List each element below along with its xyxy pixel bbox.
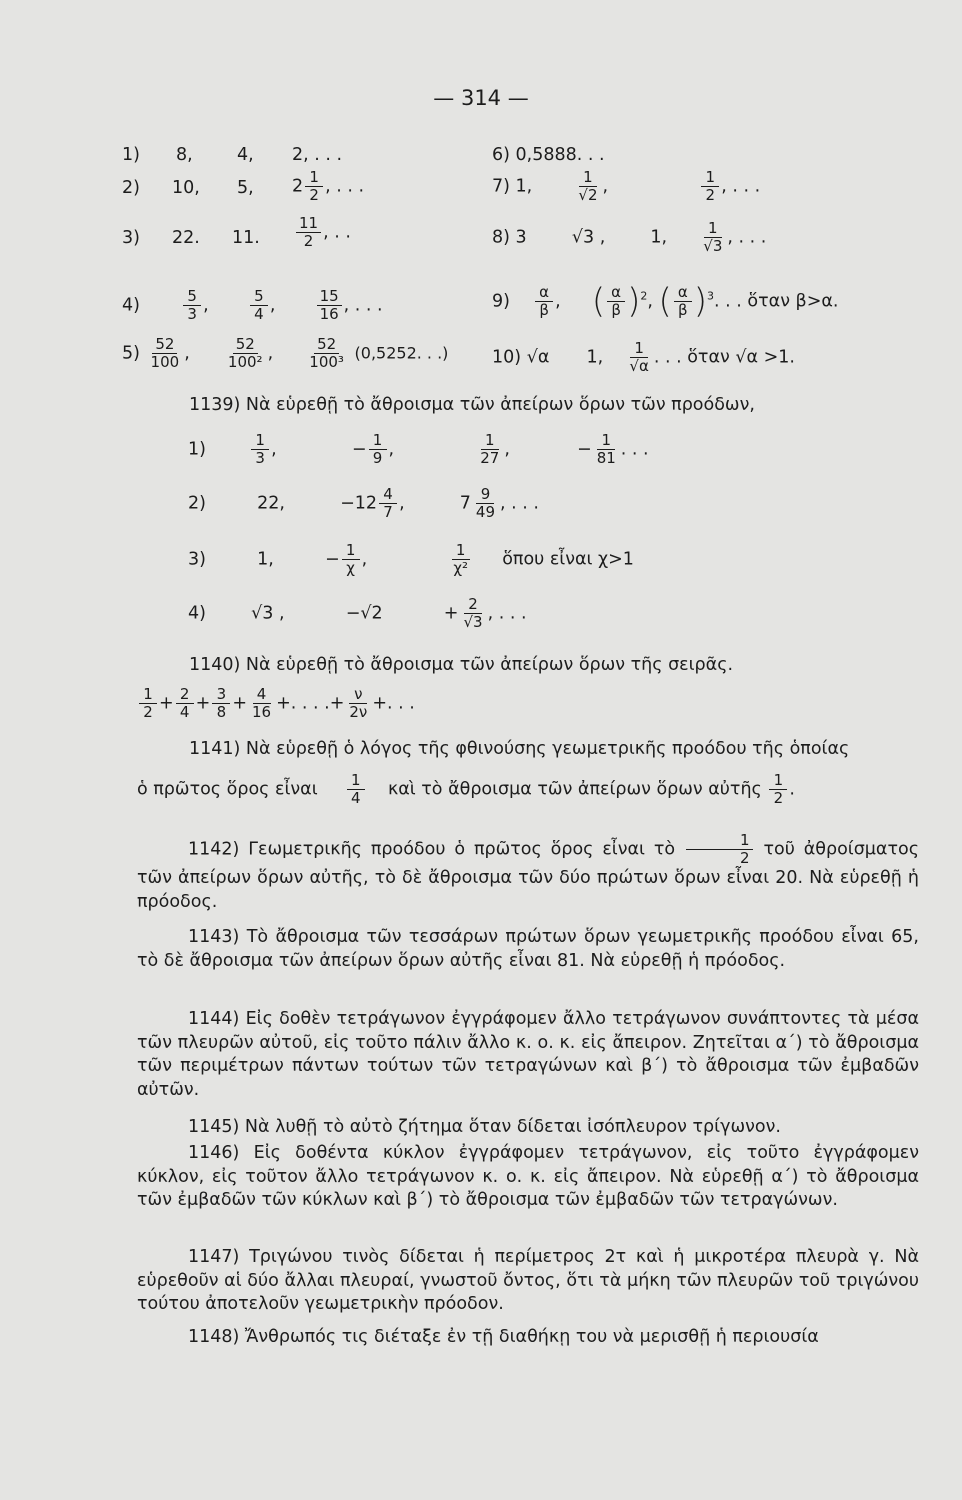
item-label: 7) bbox=[492, 176, 510, 197]
fraction: $\frac{52}{\text{100²}}$ bbox=[227, 335, 263, 371]
item-label: 2) bbox=[188, 493, 206, 514]
fraction: $\frac{1}{2}$ bbox=[686, 832, 753, 867]
fraction: $\frac{4}{7}$ bbox=[379, 486, 397, 521]
term: 22. bbox=[172, 228, 200, 248]
term: −√2 bbox=[345, 603, 383, 624]
fraction: $\frac{1}{√2}$ bbox=[578, 168, 598, 204]
fraction: $\frac{1}{2}$ bbox=[139, 686, 157, 721]
ex1140-series: $\frac{1}{2}$ + $\frac{2}{4}$ + $\frac{3}{8}$ + $\frac{4}{16}$ +. . . .+ $\frac{\nu}{2\nu}$ +. . . bbox=[137, 686, 415, 721]
term: 5, bbox=[237, 178, 254, 198]
term: 1, bbox=[515, 176, 533, 197]
item-label: 1) bbox=[188, 439, 206, 460]
fraction: $\frac{1}{√3}$ bbox=[703, 219, 723, 255]
fraction: $\frac{\nu}{2\nu}$ bbox=[349, 685, 368, 721]
term: 8, bbox=[176, 145, 193, 165]
fraction: $\frac{1}{√\alpha}$ bbox=[629, 339, 649, 375]
fraction: $\frac{1}{3}$ bbox=[251, 432, 269, 467]
item-label: 10) bbox=[492, 347, 522, 368]
fraction: $\frac{1}{81}$ bbox=[596, 431, 616, 467]
ex1139-row1: 1) $\frac{1}{3}$ , − $\frac{1}{9}$ , $\frac{1}{27}$ , − $\frac{1}{81}$ . . . bbox=[188, 431, 649, 467]
ex1142: 1142) Γεωμετρικῆς προόδου ὁ πρῶτος ὅρος εἶναι τὸ $\frac{1}{2}$ τοῦ ἀθροίσματος τῶν ἀπείρων ὅρων αὐτῆς, τὸ δὲ ἄθροισμα τῶν δύο πρώτων ὅρων εἶναι 20. Νὰ εὑρεθῇ ἡ πρόοδος. bbox=[137, 831, 919, 912]
ex1146: 1146) Εἰς δοθέντα κύκλον ἐγγράφομεν τετράγωνον, εἰς τοῦτο ἐγγράφομεν κύκλον, εἰς τοῦτον ἄλλο τετράγωνον κ. ο. κ. εἰς ἄπειρον. Νὰ εὑρεθῇ α΄) τὸ ἄθροισμα τῶν ἐμβαδῶν τῶν κύκλων καὶ β΄) τὸ ἄθροισμα τῶν ἐμβαδῶν τῶν τετραγώνων. bbox=[137, 1143, 919, 1210]
item-label: 1) bbox=[122, 145, 140, 165]
item-label: 2) bbox=[122, 178, 140, 198]
fraction: $\frac{4}{16}$ bbox=[252, 685, 272, 721]
item-label: 8) bbox=[492, 227, 510, 248]
term: 22, bbox=[257, 493, 285, 514]
term: √α bbox=[526, 347, 550, 368]
term: 3 bbox=[515, 227, 527, 248]
ex1138-row3-left bbox=[122, 214, 351, 250]
fraction: $\frac{\alpha}{\beta}$ bbox=[607, 284, 625, 319]
fraction: $\frac{52}{\text{100³}}$ bbox=[309, 335, 344, 371]
fraction: $\frac{52}{100}$ bbox=[150, 335, 180, 371]
fraction: $\frac{1}{\chi}$ bbox=[342, 542, 360, 577]
item-label: 5) bbox=[122, 343, 140, 364]
ex1138-row2-left bbox=[122, 168, 365, 204]
ex1138-row4-left: 4) $\frac{5}{3}$ , $\frac{5}{4}$ , $\frac{15}{16}$ , . . . bbox=[122, 287, 383, 323]
item-label: 4) bbox=[188, 603, 206, 624]
fraction: $\frac{3}{8}$ bbox=[212, 686, 230, 721]
fraction: $\frac{2}{√3}$ bbox=[463, 595, 483, 631]
condition: . . . ὅταν √α >1. bbox=[653, 347, 795, 368]
term: √3 , bbox=[571, 227, 606, 248]
fraction: $\frac{1}{2}$ bbox=[769, 772, 787, 807]
condition: . . . ὅταν β>α. bbox=[714, 291, 839, 312]
item-label: 3) bbox=[122, 228, 140, 248]
fraction: $\frac{9}{49}$ bbox=[475, 485, 496, 521]
fraction: $\frac{1}{2}$ bbox=[701, 169, 719, 204]
item-label: 4) bbox=[122, 295, 140, 316]
term: 11. bbox=[232, 228, 260, 248]
item-label: 6) bbox=[492, 145, 510, 165]
fraction: $\frac{5}{3}$ bbox=[183, 288, 201, 323]
mixed-fraction: 2 $\frac{1}{2}$ , . . . bbox=[292, 168, 365, 204]
ex1138-row5-left: 5) $\frac{52}{100}$ , $\frac{52}{\text{100²}}$ , $\frac{52}{\text{100³}}$ (0,5252. . .) bbox=[122, 335, 449, 371]
ex1144: 1144) Εἰς δοθὲν τετράγωνον ἐγγράφομεν ἄλλο τετράγωνον συνάπτοντες τὰ μέσα τῶν πλευρῶν αὐτοῦ, εἰς τοῦτο πάλιν ἄλλο κ. ο. κ. εἰς ἄπειρον. Ζητεῖται α΄) τὸ ἄθροισμα τῶν περιμέτρων πάντων τούτων τῶν τετραγώνων καὶ β΄) τὸ ἄθροισμα τῶν ἐμβαδῶν αὐτῶν. bbox=[137, 1009, 919, 1100]
ex1138-row4-right: 9) $\frac{\alpha}{\beta}$ , ( $\frac{\alpha}{\beta}$ )$^2$, ( $\frac{\alpha}{\beta}$ )$^3$. . . ὅταν β>α. bbox=[492, 281, 839, 322]
fraction-term: $\frac{11}{2}$ , . . bbox=[294, 215, 351, 250]
item-label: 3) bbox=[188, 549, 206, 570]
page-number: — 314 — bbox=[433, 86, 529, 110]
ex1138-row5-right bbox=[492, 340, 795, 375]
ex1139-row4: 4) √3 , −√2 + $\frac{2}{√3}$ , . . . bbox=[188, 595, 527, 631]
term: 2, . . . bbox=[292, 145, 343, 165]
fraction: $\frac{\alpha}{\beta}$ bbox=[535, 284, 553, 319]
fraction: $\frac{2}{4}$ bbox=[176, 686, 194, 721]
ex1138-row2-right: 7) 1, $\frac{1}{√2}$ , $\frac{1}{2}$ , . . . bbox=[492, 168, 761, 204]
fraction: $\frac{1}{4}$ bbox=[347, 772, 365, 807]
term: 0,5888. . . bbox=[515, 145, 605, 165]
term: 1, bbox=[586, 347, 604, 368]
fraction: $\frac{1}{27}$ bbox=[480, 431, 500, 467]
ex1141-line2: ὁ πρῶτος ὅρος εἶναι $\frac{1}{4}$ καὶ τὸ ἄθροισμα τῶν ἀπείρων ὅρων αὐτῆς $\frac{1}{2}$ . bbox=[137, 771, 795, 807]
term: 4, bbox=[237, 145, 254, 165]
item-label: 9) bbox=[492, 291, 510, 312]
ex1138-row3-right: 8) 3 √3 , 1, $\frac{1}{√3}$ , . . . bbox=[492, 219, 767, 255]
term: 1, bbox=[257, 549, 274, 570]
ex1143: 1143) Τὸ ἄθροισμα τῶν τεσσάρων πρώτων ὅρων γεωμετρικῆς προόδου εἶναι 65, τὸ δὲ ἄθροισμα τῶν ἀπείρων ὅρων αὐτῆς εἶναι 81. Νὰ εὑρεθῇ ἡ πρόοδος. bbox=[137, 927, 919, 971]
ex1139-row3: 3) 1, − $\frac{1}{\chi}$ , $\frac{1}{\text{χ²}}$ ὅπου εἶναι χ>1 bbox=[188, 541, 634, 577]
fraction: $\frac{15}{16}$ bbox=[317, 288, 342, 323]
ex1140-title: 1140) Νὰ εὑρεθῇ τὸ ἄθροισμα τῶν ἀπείρων ὅρων τῆς σειρᾶς. bbox=[189, 655, 734, 675]
term: 1, bbox=[650, 227, 668, 248]
fraction: $\frac{1}{\text{χ²}}$ bbox=[453, 541, 469, 577]
term: 10, bbox=[172, 178, 200, 198]
fraction: $\frac{11}{2}$ bbox=[296, 215, 321, 250]
ex1145: 1145) Νὰ λυθῇ τὸ αὐτὸ ζήτημα ὅταν δίδεται ἰσόπλευρον τρίγωνον. bbox=[188, 1117, 781, 1137]
fraction: $\frac{5}{4}$ bbox=[250, 288, 268, 323]
fraction: $\frac{1}{2}$ bbox=[305, 169, 323, 204]
fraction: $\frac{1}{9}$ bbox=[369, 432, 387, 467]
fraction: $\frac{\alpha}{\beta}$ bbox=[674, 284, 692, 319]
ex1138-row1-left bbox=[122, 144, 343, 166]
ex1148: 1148) Ἄνθρωπός τις διέταξε ἐν τῇ διαθήκῃ του νὰ μερισθῇ ἡ περιουσία bbox=[188, 1327, 819, 1347]
ex1141-line1: 1141) Νὰ εὑρεθῇ ὁ λόγος τῆς φθινούσης γεωμετρικῆς προόδου τῆς ὁποίας bbox=[189, 739, 850, 759]
term: √3 , bbox=[251, 603, 285, 624]
ex1139-title: 1139) Νὰ εὑρεθῇ τὸ ἄθροισμα τῶν ἀπείρων ὅρων τῶν προόδων, bbox=[189, 395, 755, 415]
ex1138-row1-right bbox=[492, 144, 605, 166]
ex1147: 1147) Τριγώνου τινὸς δίδεται ἡ περίμετρος 2τ καὶ ἡ μικροτέρα πλευρὰ γ. Νὰ εὑρεθοῦν αἱ δύο ἄλλαι πλευραί, γνωστοῦ ὄντος, ὅτι τὰ μήκη τῶν πλευρῶν τοῦ τριγώνου τούτου ἀποτελοῦν γεωμετρικὴν πρόοδον. bbox=[137, 1247, 919, 1314]
ex1139-row2: 2) 22, −12 $\frac{4}{7}$ , 7 $\frac{9}{49}$ , . . . bbox=[188, 485, 539, 521]
condition: ὅπου εἶναι χ>1 bbox=[502, 549, 634, 570]
